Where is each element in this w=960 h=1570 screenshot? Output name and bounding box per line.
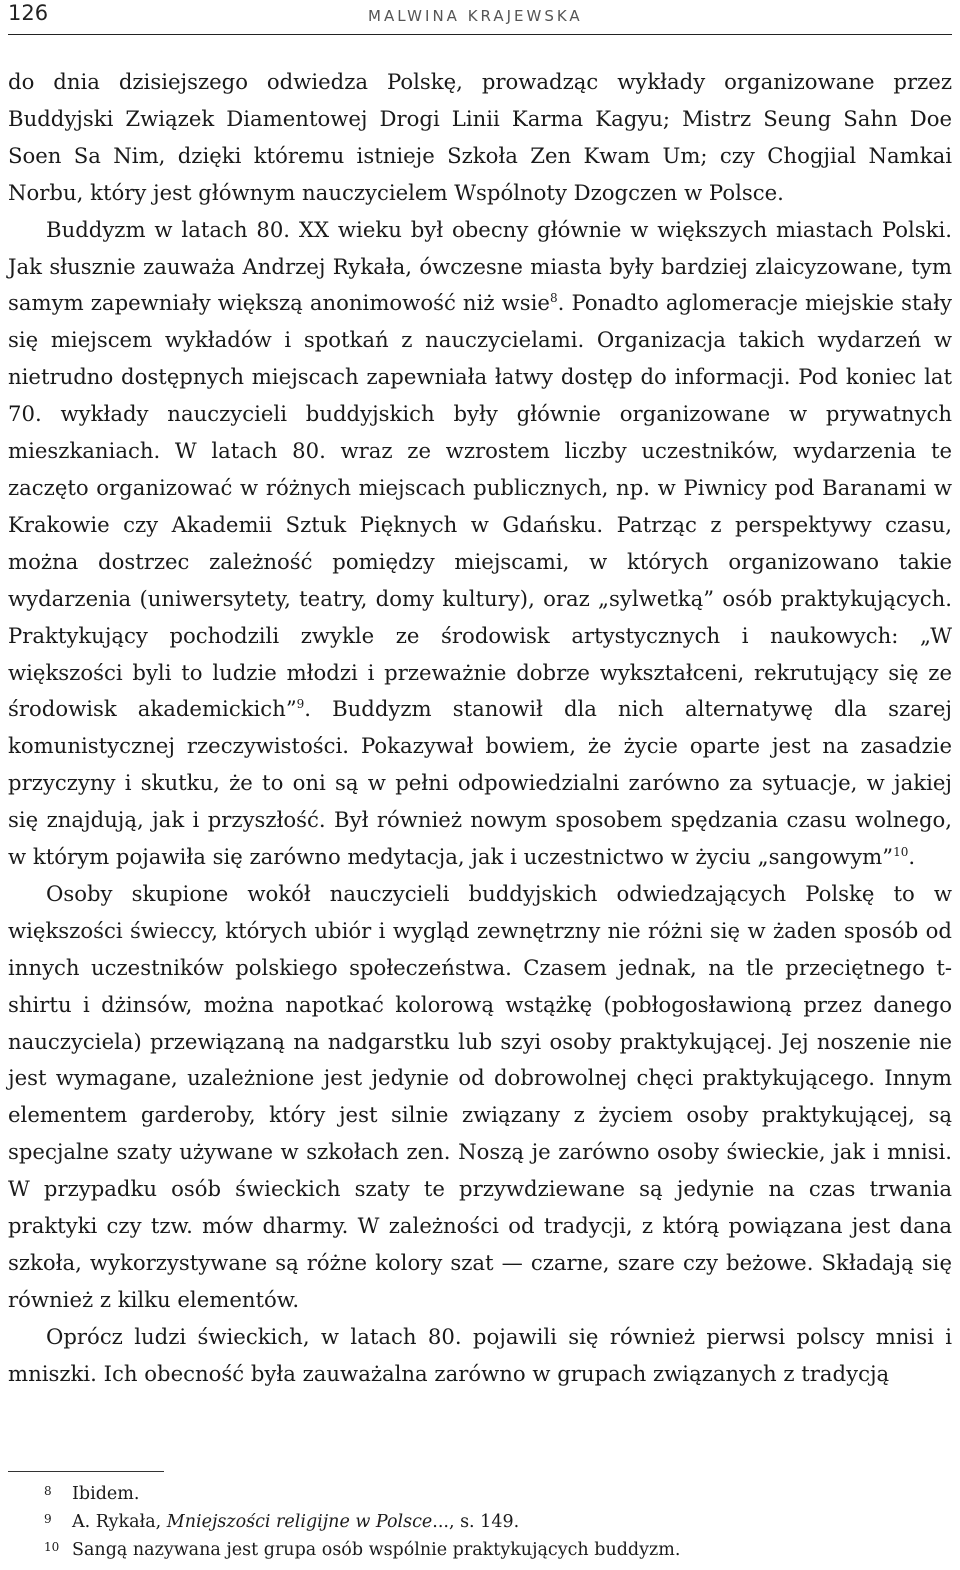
footnote-text: Ibidem. xyxy=(72,1484,140,1504)
footnote-ref-10[interactable]: 10 xyxy=(893,845,909,860)
footnote-ref-9[interactable]: 9 xyxy=(296,697,305,712)
paragraph-2 xyxy=(8,212,952,876)
running-head-author: MALWINA KRAJEWSKA xyxy=(368,7,583,25)
page-number: 126 xyxy=(8,1,49,25)
footnote-9 xyxy=(8,1508,952,1536)
footnote-title-italic: Mniejszości religijne w Polsce xyxy=(166,1512,433,1532)
paragraph-2-part-d: . xyxy=(908,844,916,870)
footnote-number: 9 xyxy=(44,1512,52,1526)
footnotes xyxy=(8,1480,952,1564)
footnote-8 xyxy=(8,1480,952,1508)
main-text xyxy=(8,64,952,1393)
footnote-text: Sangą nazywana jest grupa osób wspólnie praktykujących buddyzm. xyxy=(72,1540,681,1560)
footnote-divider xyxy=(8,1471,164,1472)
paragraph-4: Oprócz ludzi świeckich, w latach 80. pojawili się również pierwsi polscy mnisi i mniszki. Ich obecność była zauważalna zarówno w grupach związanych z tradycją xyxy=(8,1323,952,1386)
footnote-10 xyxy=(8,1536,952,1564)
paragraph-2-part-a: Buddyzm w latach 80. XX wieku był obecny głównie w większych miastach Polski. Jak słusznie zauważa Andrzej Rykała, ówczesne miasta były bardziej zlaicyzowane, tym samym zapewniały większą anonimowość niż wsie xyxy=(8,216,952,316)
footnote-number: 10 xyxy=(44,1540,60,1554)
footnote-text: A. Rykała, xyxy=(72,1512,167,1532)
footnote-number: 8 xyxy=(44,1484,52,1498)
footnote-text-tail: ..., s. 149. xyxy=(432,1512,520,1532)
paragraph-2-part-b: . Ponadto aglomeracje miejskie stały się miejscem wykładów i spotkań z nauczycielami. Organizacja takich wydarzeń w nietrudno dostępnych miejscach zapewniała łatwy dostęp do informacji. Pod koniec lat 70. wykłady nauczycieli buddyjskich były głównie organizowane w prywatnych mieszkaniach. W latach 80. wraz ze wzrostem liczby uczestników, wydarzenia te zaczęto organizować w różnych miejscach publicznych, np. w Piwnicy pod Baranami w Krakowie czy Akademii Sztuk Pięknych w Gdańsku. Patrząc z perspektywy czasu, można dostrzec zależność pomiędzy miejscami, w których organizowano takie wydarzenia (uniwersytety, teatry, domy kultury), oraz „sylwetką” osób praktykujących. Praktykujący pochodzili zwykle ze środowisk artystycznych i naukowych: „W większości byli to ludzie młodzi i przeważnie dobrze wykształceni, rekrutujący się ze środowisk akademickich” xyxy=(8,290,952,722)
paragraph-2-part-c: . Buddyzm stanowił dla nich alternatywę dla szarej komunistycznej rzeczywistości. Pokazywał bowiem, że życie oparte jest na zasadzie przyczyny i skutku, że to oni są w pełni odpowiedzialni zarówno za sytuacje, w jakiej się znajdują, jak i przyszłość. Był również nowym sposobem spędzania czasu wolnego, w którym pojawiła się zarówno medytacja, jak i uczestnictwo w życiu „sangowym” xyxy=(8,696,952,870)
page-header xyxy=(8,0,952,35)
footnote-ref-8[interactable]: 8 xyxy=(549,291,558,306)
paragraph-1: do dnia dzisiejszego odwiedza Polskę, prowadząc wykłady organizowane przez Buddyjski Związek Diamentowej Drogi Linii Karma Kagyu; Mistrz Seung Sahn Doe Soen Sa Nim, dzięki któremu istnieje Szkoła Zen Kwam Um; czy Chogjial Namkai Norbu, który jest głównym nauczycielem Wspólnoty Dzogczen w Polsce. xyxy=(8,69,952,205)
paragraph-3: Osoby skupione wokół nauczycieli buddyjskich odwiedzających Polskę to w większości świeccy, których ubiór i wygląd zewnętrzny nie różni się w żaden sposób od innych uczestników polskiego społeczeństwa. Czasem jednak, na tle przeciętnego t-shirtu i dżinsów, można napotkać kolorową wstążkę (pobłogosławioną przez danego nauczyciela) przewiązaną na nadgarstku lub szyi osoby praktykującej. Jej noszenie nie jest wymagane, uzależnione jest jedynie od dobrowolnej chęci praktykującego. Innym elementem garderoby, który jest silnie związany z życiem osoby praktykującej, są specjalne szaty używane w szkołach zen. Noszą je zarówno osoby świeckie, jak i mnisi. W przypadku osób świeckich szaty te przywdziewane są jedynie na czas trwania praktyki czy tzw. mów dharmy. W zależności od tradycji, z którą powiązana jest dana szkoła, wykorzystywane są różne kolory szat — czarne, szare czy beżowe. Składają się również z kilku elementów. xyxy=(8,880,952,1312)
